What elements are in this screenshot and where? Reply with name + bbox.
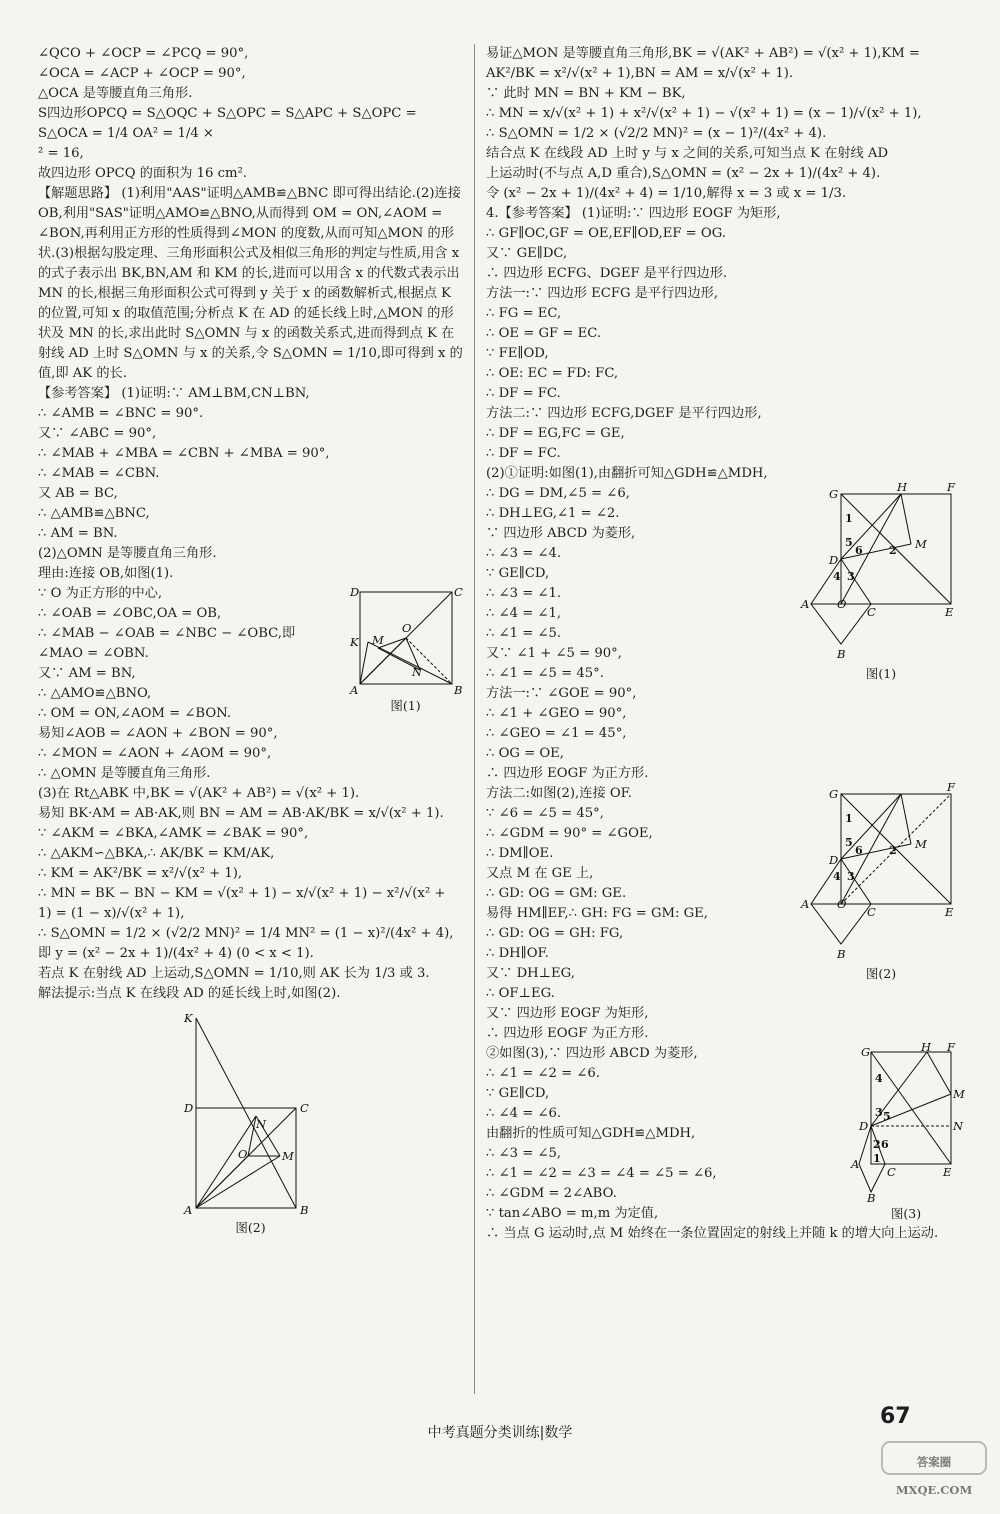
text-line: ∴ 四边形 EOGF 为正方形. — [486, 766, 649, 781]
text-line: ∴ ∠3 = ∠5, — [486, 1146, 562, 1161]
text-line: (2)①证明:如图(1),由翻折可知△GDH≌△MDH, — [486, 466, 768, 481]
rhombus-rectangle-diagram-1 — [801, 480, 961, 664]
right-figure1-text — [486, 484, 801, 684]
text-line: ∴ DF = EG,FC = GE, — [486, 426, 625, 441]
text-line: 又∵ DH⊥EG, — [486, 966, 575, 981]
text-line: ∴ MN = BK − BN − KM = √(x² + 1) − x/√(x² + 1) − x²/√(x² + 1) = (1 − x)/√(x² + 1), — [38, 886, 450, 921]
square-abcd-diagram-2 — [176, 1008, 326, 1218]
svg-text:6: 6 — [855, 544, 863, 557]
svg-text:D: D — [829, 553, 839, 567]
text-line: 方法一:∵ ∠GOE = 90°, — [486, 686, 637, 701]
svg-text:O: O — [837, 897, 847, 911]
text-line: ∴ ∠4 = ∠1, — [486, 606, 562, 621]
svg-text:3: 3 — [875, 1106, 883, 1119]
svg-text:N: N — [953, 1119, 964, 1133]
svg-text:M: M — [915, 537, 927, 551]
svg-text:D: D — [350, 585, 360, 599]
text-line: ∴ GD: OG = GH: FG, — [486, 926, 624, 941]
text-line: 又 AB = BC, — [38, 486, 118, 501]
text-line: ②如图(3),∵ 四边形 ABCD 为菱形, — [486, 1046, 698, 1061]
text-line: ∴ △OMN 是等腰直角三角形. — [38, 766, 211, 781]
svg-text:D: D — [829, 853, 839, 867]
text-line: ∴ ∠GDM = 2∠ABO. — [486, 1186, 617, 1201]
figure-caption: 图(1) — [390, 698, 421, 713]
text-line: ∴ DF = FC. — [486, 386, 561, 401]
svg-text:N: N — [412, 665, 423, 679]
figure-caption: 图(2) — [865, 966, 897, 981]
svg-text:A: A — [183, 1203, 192, 1217]
text-line: 方法二:如图(2),连接 OF. — [486, 786, 632, 801]
text-line: ∴ OE = GF = EC. — [486, 326, 602, 341]
right-mid-block — [486, 684, 961, 784]
svg-text:B: B — [837, 647, 846, 661]
text-line: ∴ DF = FC. — [486, 446, 561, 461]
svg-text:2: 2 — [889, 544, 897, 557]
text-line: 易得 HM∥EF,∴ GH: FG = GM: GE, — [486, 906, 708, 921]
text-line: (3)在 Rt△ABK 中,BK = √(AK² + AB²) = √(x² + 1). — [38, 786, 360, 801]
svg-text:3: 3 — [847, 570, 855, 583]
text-line: ∵ 此时 MN = BN + KM − BK, — [486, 86, 686, 101]
text-line: 由翻折的性质可知△GDH≌△MDH, — [486, 1126, 696, 1141]
svg-text:4: 4 — [875, 1072, 883, 1085]
svg-text:O: O — [402, 621, 412, 635]
svg-text:5: 5 — [845, 536, 853, 549]
text-line: 理由:连接 OB,如图(1). — [38, 566, 174, 581]
text-line: ∴ OG = OE, — [486, 746, 564, 761]
svg-text:C: C — [299, 1101, 309, 1115]
right-figure3-text — [486, 1044, 851, 1224]
svg-text:6: 6 — [881, 1138, 889, 1151]
svg-text:A: A — [801, 597, 810, 611]
text-line: ∴ ∠MON = ∠AON + ∠AOM = 90°, — [38, 746, 272, 761]
text-line: ∴ DM∥OE. — [486, 846, 554, 861]
text-line: ∴ DH∥OF. — [486, 946, 549, 961]
rhombus-rectangle-diagram-2 — [801, 780, 961, 964]
text-line: 解法提示:当点 K 在线段 AD 的延长线上时,如图(2). — [38, 986, 341, 1001]
text-line: ∴ ∠1 + ∠GEO = 90°, — [486, 706, 627, 721]
left-figure1 — [348, 584, 463, 716]
text-line: 即 y = (x² − 2x + 1)/(4x² + 4) (0 < x < 1). — [38, 946, 314, 961]
text-line: ∵ O 为正方形的中心, — [38, 586, 163, 601]
text-line: ∴ ∠GDM = 90° = ∠GOE, — [486, 826, 653, 841]
text-line: ∠OCA = ∠ACP + ∠OCP = 90°, — [38, 66, 246, 81]
left-figure2 — [38, 1008, 463, 1238]
svg-text:C: C — [454, 585, 463, 599]
watermark-bottom-text: MXQE.COM — [895, 1483, 973, 1497]
right-column — [486, 44, 965, 1244]
text-line: 又点 M 在 GE 上, — [486, 866, 594, 881]
svg-text:H: H — [921, 1040, 932, 1054]
left-column — [38, 44, 466, 1238]
svg-text:A: A — [801, 897, 810, 911]
text-line: ∴ DG = DM,∠5 = ∠6, — [486, 486, 630, 501]
text-line: ∴ ∠3 = ∠1. — [486, 586, 562, 601]
text-line: ∴ ∠OAB = ∠OBC,OA = OB, — [38, 606, 222, 621]
text-line: ∴ ∠MAB + ∠MBA = ∠CBN + ∠MBA = 90°, — [38, 446, 330, 461]
text-line: 【参考答案】 (1)证明:∵ AM⊥BM,CN⊥BN, — [38, 386, 310, 401]
text-line: 又∵ GE∥DC, — [486, 246, 568, 261]
square-abcd-diagram-1 — [348, 584, 463, 696]
right-figure2-text — [486, 784, 801, 1044]
text-line: ∴ KM = AK²/BK = x²/√(x² + 1), — [38, 866, 243, 881]
svg-text:M: M — [953, 1087, 965, 1101]
svg-text:5: 5 — [845, 836, 853, 849]
right-figure1-row — [486, 480, 961, 684]
text-line: ∴ GF∥OC,GF = OE,EF∥OD,EF = OG. — [486, 226, 726, 241]
left-top-block — [38, 44, 466, 584]
right-figure3-row — [486, 1040, 965, 1224]
right-figure2-row — [486, 780, 961, 1044]
text-line: ∴ △AMB≌△BNC, — [38, 506, 150, 521]
page-number: 67 — [880, 1404, 911, 1429]
svg-text:E: E — [945, 605, 954, 619]
svg-text:K: K — [350, 635, 359, 649]
text-line: ∵ 四边形 ABCD 为菱形, — [486, 526, 636, 541]
text-line: ² = 16, — [38, 146, 84, 161]
text-line: ∴ DH⊥EG,∠1 = ∠2. — [486, 506, 620, 521]
text-line: 易知 BK·AM = AB·AK,则 BN = AM = AB·AK/BK = x/√(x² + 1). — [38, 806, 444, 821]
right-figure2 — [801, 780, 961, 984]
footer-title: 中考真题分类训练|数学 — [427, 1425, 573, 1441]
text-line: ∴ ∠1 = ∠5 = 45°. — [486, 666, 604, 681]
text-line: ∴ ∠1 = ∠2 = ∠6. — [486, 1066, 600, 1081]
text-line: ∴ ∠MAB = ∠CBN. — [38, 466, 160, 481]
text-line: ∴ 四边形 EOGF 为正方形. — [486, 1026, 649, 1041]
svg-text:C: C — [887, 1165, 896, 1179]
text-line: S四边形OPCQ = S△OQC + S△OPC = S△APC + S△OPC = S△OCA = 1/4 OA² = 1/4 × — [38, 106, 421, 141]
text-line: ∴ GD: OG = GM: GE. — [486, 886, 627, 901]
svg-text:N: N — [255, 1117, 266, 1131]
svg-text:C: C — [867, 605, 876, 619]
text-line: ∵ GE∥CD, — [486, 566, 550, 581]
watermark-top-text: 答案圈 — [916, 1455, 952, 1469]
svg-text:O: O — [237, 1147, 247, 1161]
right-figure3 — [851, 1040, 965, 1224]
text-line: ∠MAO = ∠OBN. — [38, 646, 149, 661]
svg-text:A: A — [350, 683, 359, 697]
text-line: 又∵ ∠ABC = 90°, — [38, 426, 157, 441]
svg-text:F: F — [947, 780, 955, 794]
question4-answer-heading: 4.【参考答案】 (1)证明:∵ 四边形 EOGF 为矩形, — [486, 206, 781, 221]
left-figure1-row — [38, 584, 463, 744]
svg-text:4: 4 — [833, 870, 841, 883]
svg-text:A: A — [851, 1157, 860, 1171]
text-line: ∵ GE∥CD, — [486, 1086, 550, 1101]
svg-text:1: 1 — [845, 812, 853, 825]
text-line: 结合点 K 在线段 AD 上时 y 与 x 之间的关系,可知当点 K 在射线 AD — [486, 146, 889, 161]
text-line: (2)△OMN 是等腰直角三角形. — [38, 546, 217, 561]
text-line: 令 (x² − 2x + 1)/(4x² + 4) = 1/10,解得 x = 3 或 x = 1/3. — [486, 186, 847, 201]
svg-text:G: G — [829, 487, 839, 501]
svg-text:B: B — [867, 1191, 876, 1205]
text-line: ∴ ∠3 = ∠4. — [486, 546, 562, 561]
text-line: 易知∠AOB = ∠AON + ∠BON = 90°, — [38, 726, 278, 741]
text-line: 方法一:∵ 四边形 ECFG 是平行四边形, — [486, 286, 719, 301]
svg-text:G: G — [861, 1045, 871, 1059]
svg-text:M: M — [281, 1149, 294, 1163]
svg-text:H: H — [897, 480, 908, 494]
svg-text:M: M — [372, 633, 384, 647]
text-line: ∴ ∠MAB − ∠OAB = ∠NBC − ∠OBC,即 — [38, 626, 296, 641]
figure-caption: 图(1) — [865, 666, 897, 681]
text-line: 若点 K 在射线 AD 上运动,S△OMN = 1/10,则 AK 长为 1/3 或 3. — [38, 966, 430, 981]
text-line: ∴ AM = BN. — [38, 526, 118, 541]
text-line: ∴ ∠AMB = ∠BNC = 90°. — [38, 406, 204, 421]
svg-text:E: E — [943, 1165, 952, 1179]
text-line: ∠QCO + ∠OCP = ∠PCQ = 90°, — [38, 46, 249, 61]
figure-caption: 图(3) — [890, 1206, 922, 1221]
svg-text:2: 2 — [873, 1138, 881, 1151]
right-figure1 — [801, 480, 961, 684]
text-line: 又∵ AM = BN, — [38, 666, 136, 681]
text-line: 易证△MON 是等腰直角三角形,BK = √(AK² + AB²) = √(x² + 1),KM = — [486, 46, 920, 61]
svg-text:4: 4 — [833, 570, 841, 583]
solution-idea-paragraph: 【解题思路】 (1)利用"AAS"证明△AMB≌△BNC 即可得出结论.(2)连接 OB,利用"SAS"证明△AMO≌△BNO,从而得到 OM = ON,∠AOM = ∠BON,再利用正方形的性质得到∠MON 的度数,从而可知△MON 的形状.(3)根据勾股定理、三角形面积公式及相似三角形的判定与性质,用含 x 的式子表示出 BK,BN,AM 和 KM 的长,进而可以用含 x 的代数式表示出 MN 的长,根据三角形面积公式可得到 y 关于 x 的函数解析式,根据点 K 的位置,可知 x 的取值范围;分析点 K 在 AD 的延长线上时,△MON 的形状及 MN 的长,求出此时 S△OMN 与 x 的函数关系式,进而得到点 K 在射线 AD 上时 S△OMN 与 x 的关系,令 S△OMN = 1/10,即可得到 x 的值,即 AK 的长. — [38, 186, 466, 381]
text-line: ∴ 当点 G 运动时,点 M 始终在一条位置固定的射线上并随 k 的增大向上运动. — [486, 1226, 939, 1241]
text-line: ∴ △AMO≌△BNO, — [38, 686, 152, 701]
svg-text:1: 1 — [873, 1152, 881, 1165]
svg-text:F: F — [947, 1040, 955, 1054]
svg-text:B: B — [299, 1203, 308, 1217]
text-line: ∴ MN = x/√(x² + 1) + x²/√(x² + 1) − √(x² + 1) = (x − 1)/√(x² + 1), — [486, 106, 922, 121]
text-line: 方法二:∵ 四边形 ECFG,DGEF 是平行四边形, — [486, 406, 762, 421]
text-line: ∴ △AKM∽△BKA,∴ AK/BK = KM/AK, — [38, 846, 275, 861]
svg-text:3: 3 — [847, 870, 855, 883]
left-figure1-text — [38, 584, 348, 744]
text-line: ∴ OF⊥EG. — [486, 986, 555, 1001]
svg-text:M: M — [915, 837, 927, 851]
watermark-logo — [880, 1440, 990, 1498]
left-mid-block — [38, 744, 463, 1004]
svg-text:F: F — [947, 480, 955, 494]
svg-text:K: K — [183, 1011, 193, 1025]
svg-text:G: G — [829, 787, 839, 801]
svg-text:B: B — [837, 947, 846, 961]
svg-text:C: C — [867, 905, 876, 919]
text-line: 又∵ 四边形 EOGF 为矩形, — [486, 1006, 649, 1021]
svg-text:B: B — [454, 683, 463, 697]
text-line: ∴ ∠1 = ∠2 = ∠3 = ∠4 = ∠5 = ∠6, — [486, 1166, 717, 1181]
text-line: ∴ ∠1 = ∠5. — [486, 626, 562, 641]
text-line: ∴ OE: EC = FD: FC, — [486, 366, 619, 381]
text-line: ∴ OM = ON,∠AOM = ∠BON. — [38, 706, 232, 721]
text-line: △OCA 是等腰直角三角形. — [38, 86, 193, 101]
text-line: ∴ 四边形 ECFG、DGEF 是平行四边形. — [486, 266, 728, 281]
text-line: ∴ FG = EC, — [486, 306, 562, 321]
svg-text:E: E — [945, 905, 954, 919]
text-line: AK²/BK = x²/√(x² + 1),BN = AM = x/√(x² + 1). — [486, 66, 794, 81]
rhombus-rectangle-diagram-3 — [851, 1040, 965, 1205]
svg-text:O: O — [837, 597, 847, 611]
text-line: ∴ S△OMN = 1/2 × (√2/2 MN)² = (x − 1)²/(4x² + 4). — [486, 126, 827, 141]
svg-text:D: D — [183, 1101, 193, 1115]
text-line: ∴ ∠GEO = ∠1 = 45°, — [486, 726, 627, 741]
text-line: ∵ ∠6 = ∠5 = 45°, — [486, 806, 604, 821]
text-line: ∴ S△OMN = 1/2 × (√2/2 MN)² = 1/4 MN² = (1 − x)²/(4x² + 4), — [38, 926, 454, 941]
figure-caption: 图(2) — [235, 1220, 266, 1235]
text-line: 故四边形 OPCQ 的面积为 16 cm². — [38, 166, 248, 181]
text-line: 又∵ ∠1 + ∠5 = 90°, — [486, 646, 622, 661]
svg-text:5: 5 — [883, 1110, 891, 1123]
column-divider — [474, 44, 475, 1394]
svg-text:D: D — [859, 1119, 869, 1133]
right-end-block — [486, 1224, 961, 1244]
text-line: ∵ tan∠ABO = m,m 为定值, — [486, 1206, 659, 1221]
text-line: ∴ ∠4 = ∠6. — [486, 1106, 562, 1121]
text-line: 上运动时(不与点 A,D 重合),S△OMN = (x² − 2x + 1)/(4x² + 4). — [486, 166, 881, 181]
text-line: ∵ ∠AKM = ∠BKA,∠AMK = ∠BAK = 90°, — [38, 826, 309, 841]
svg-text:1: 1 — [845, 512, 853, 525]
svg-text:6: 6 — [855, 844, 863, 857]
text-line: ∵ FE∥OD, — [486, 346, 549, 361]
svg-text:2: 2 — [889, 844, 897, 857]
right-top-block — [486, 44, 961, 484]
